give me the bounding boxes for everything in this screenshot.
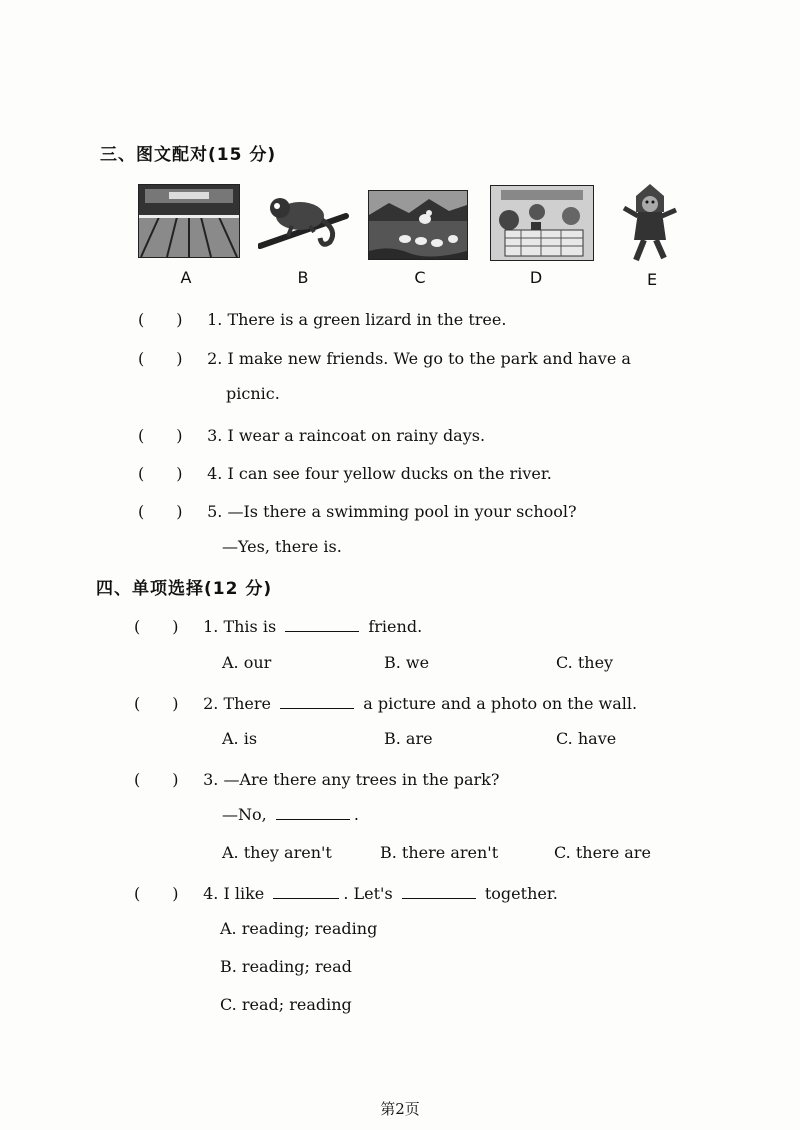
s4-q2-option-b: B. are [384,729,433,748]
s4-q4-option-b: B. reading; read [220,957,352,976]
answer-paren[interactable]: ( ) [134,884,179,903]
s3-item-4: ( ) 4. I can see four yellow ducks on the river. [138,461,552,484]
s3-item-2-cont: picnic. [226,384,280,403]
picnic-park-icon [491,186,593,260]
s4-q3-option-c: C. there are [554,843,651,862]
picture-b [258,186,350,254]
picture-a [138,184,240,258]
s4-q4-option-a: A. reading; reading [220,919,378,938]
picture-label-d: D [529,268,543,287]
picture-e [620,182,680,266]
answer-paren[interactable]: ( ) [134,617,179,636]
s4-q1: ( ) 1. This is friend. [134,614,422,637]
swimming-pool-icon [139,185,239,257]
s4-q4-option-c: C. read; reading [220,995,352,1014]
ducks-river-icon [369,191,467,259]
fill-blank[interactable] [285,631,359,632]
s4-q2-option-a: A. is [222,729,258,748]
answer-paren[interactable]: ( ) [138,310,183,329]
s4-q1-option-a: A. our [222,653,272,672]
s3-item-3: ( ) 3. I wear a raincoat on rainy days. [138,423,485,446]
s4-q1-option-c: C. they [556,653,614,672]
s4-q2: ( ) 2. There a picture and a photo on the wall. [134,691,637,714]
picture-label-c: C [414,268,426,287]
s3-item-5-cont: —Yes, there is. [222,537,342,556]
s4-q3: ( ) 3. —Are there any trees in the park? [134,767,499,790]
page-number: 第2页 [380,1100,420,1118]
fill-blank[interactable] [276,819,350,820]
answer-paren[interactable]: ( ) [134,694,179,713]
s3-item-2: ( ) 2. I make new friends. We go to the park and have a [138,346,631,369]
answer-paren[interactable]: ( ) [138,464,183,483]
s4-q4: ( ) 4. I like . Let's together. [134,881,558,904]
answer-paren[interactable]: ( ) [134,770,179,789]
picture-label-a: A [180,268,192,287]
s3-item-1: ( ) 1. There is a green lizard in the tree. [138,307,506,330]
fill-blank[interactable] [280,708,354,709]
fill-blank[interactable] [402,898,476,899]
picture-label-b: B [297,268,309,287]
picture-label-e: E [646,270,658,289]
answer-paren[interactable]: ( ) [138,426,183,445]
lizard-icon [258,186,350,254]
picture-d [490,185,594,261]
raincoat-child-icon [620,182,680,266]
section4-title: 四、单项选择(12 分) [96,579,273,599]
section3-title: 三、图文配对(15 分) [100,145,277,165]
s4-q3-option-b: B. there aren't [380,843,499,862]
s4-q2-option-c: C. have [556,729,617,748]
s4-q3-option-a: A. they aren't [222,843,332,862]
s3-item-5: ( ) 5. —Is there a swimming pool in your school? [138,499,577,522]
s4-q1-option-b: B. we [384,653,430,672]
fill-blank[interactable] [273,898,339,899]
answer-paren[interactable]: ( ) [138,502,183,521]
s4-q3-cont: —No, . [222,805,359,824]
picture-c [368,190,468,260]
answer-paren[interactable]: ( ) [138,349,183,368]
